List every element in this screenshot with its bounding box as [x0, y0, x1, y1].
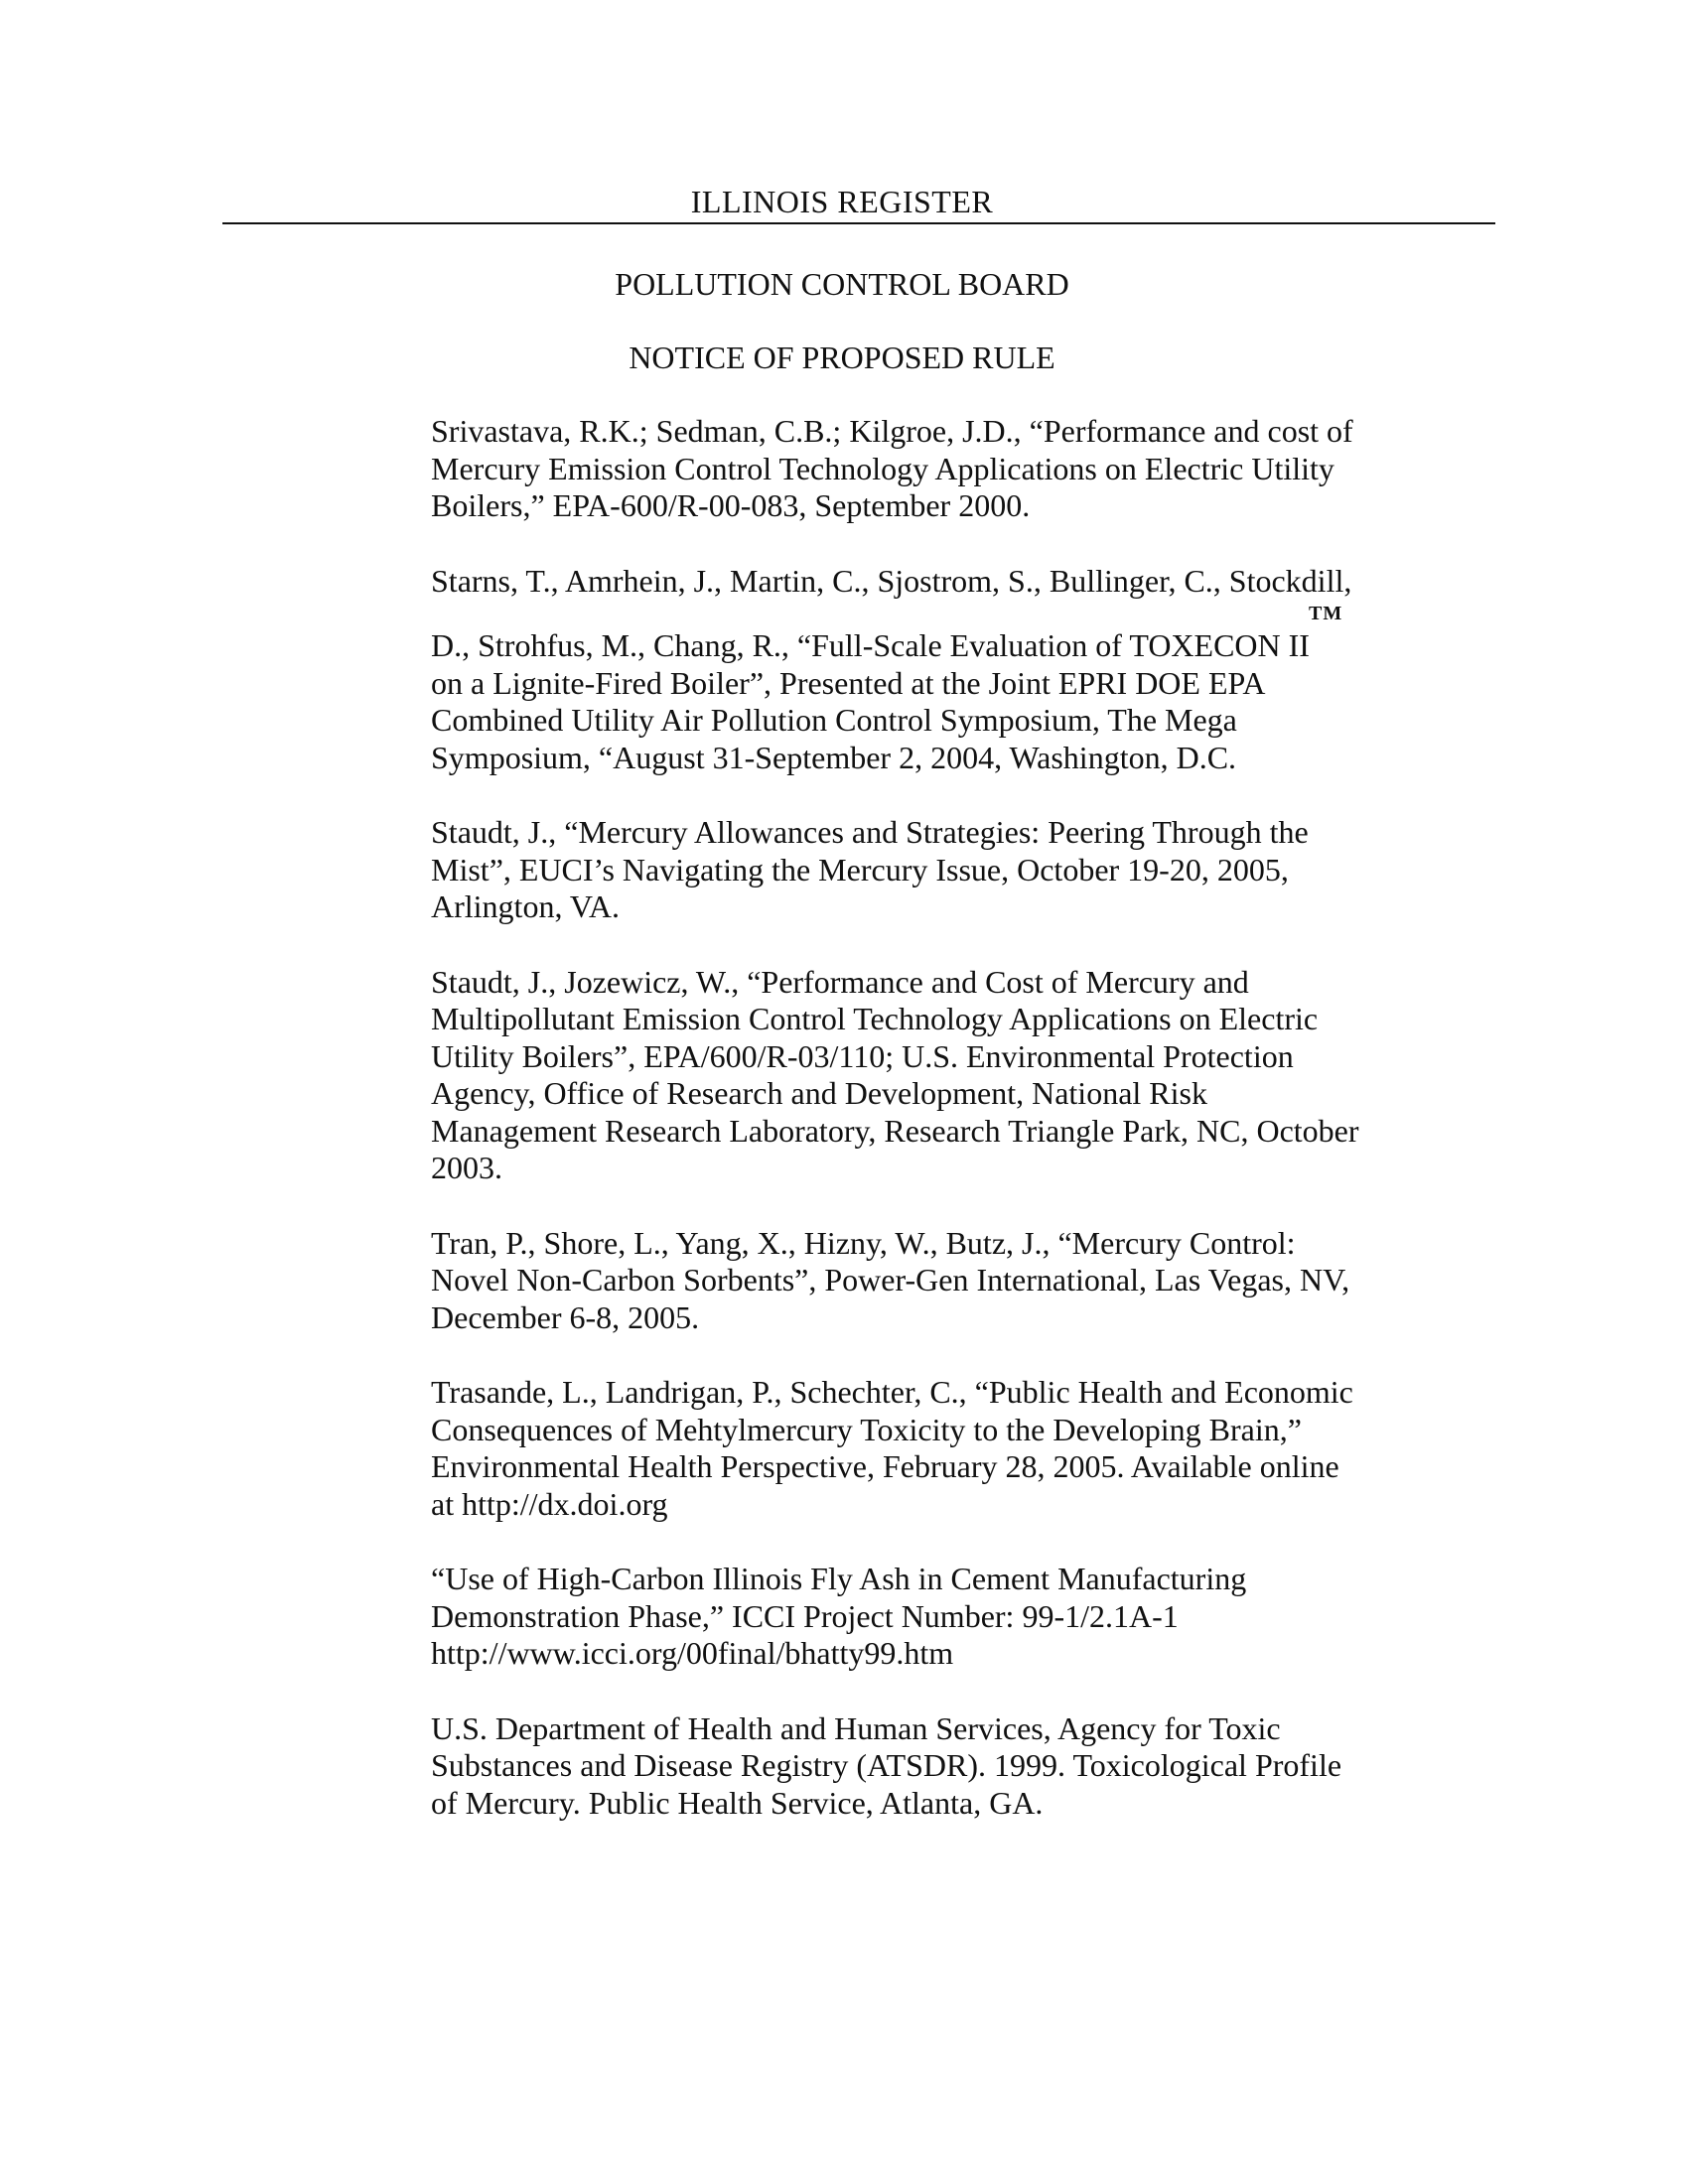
reference-line: “Use of High-Carbon Illinois Fly Ash in Cement Manufacturing — [431, 1561, 1247, 1596]
reference-line: Management Research Laboratory, Research Triangle Park, NC, October — [431, 1112, 1359, 1149]
reference-tran — [431, 1225, 1394, 1337]
reference-starns — [431, 563, 1394, 777]
reference-line: at http://dx.doi.org — [431, 1485, 668, 1522]
reference-line: Tran, P., Shore, L., Yang, X., Hizny, W., Butz, J., “Mercury Control: — [431, 1224, 1296, 1261]
reference-staudt-jozewicz — [431, 964, 1394, 1187]
register-title: ILLINOIS REGISTER — [690, 184, 994, 219]
reference-line: Staudt, J., Jozewicz, W., “Performance and Cost of Mercury and — [431, 963, 1249, 1000]
reference-line: Trasande, L., Landrigan, P., Schechter, C., “Public Health and Economic — [431, 1374, 1353, 1410]
reference-line: Mercury Emission Control Technology Applications on Electric Utility — [431, 450, 1334, 486]
reference-line: of Mercury. Public Health Service, Atlanta, GA. — [431, 1784, 1044, 1821]
trademark-line — [431, 600, 1394, 627]
reference-line: 2003. — [431, 1150, 502, 1185]
reference-line: Staudt, J., “Mercury Allowances and Strategies: Peering Through the — [431, 814, 1309, 850]
board-title: POLLUTION CONTROL BOARD — [615, 266, 1069, 302]
reference-line: Starns, T., Amrhein, J., Martin, C., Sjostrom, S., Bullinger, C., Stockdill, — [431, 562, 1352, 599]
reference-line: Consequences of Mehtylmercury Toxicity to the Developing Brain,” — [431, 1411, 1302, 1447]
reference-line: http://www.icci.org/00final/bhatty99.htm — [431, 1635, 954, 1671]
reference-line: U.S. Department of Health and Human Services, Agency for Toxic — [431, 1709, 1281, 1746]
reference-line: on a Lignite-Fired Boiler”, Presented at the Joint EPRI DOE EPA — [431, 664, 1266, 701]
reference-line: Combined Utility Air Pollution Control Symposium, The Mega — [431, 702, 1237, 738]
reference-line: Substances and Disease Registry (ATSDR). 1999. Toxicological Profile — [431, 1747, 1342, 1783]
reference-line: Environmental Health Perspective, February 28, 2005. Available online — [431, 1448, 1339, 1484]
notice-title: NOTICE OF PROPOSED RULE — [629, 340, 1055, 375]
reference-line: Utility Boilers”, EPA/600/R-03/110; U.S. Environmental Protection — [431, 1037, 1294, 1074]
reference-line: Arlington, VA. — [431, 888, 620, 924]
reference-line: Agency, Office of Research and Development, National Risk — [431, 1075, 1207, 1111]
reference-list — [431, 413, 1394, 1859]
reference-staudt-allowances — [431, 814, 1394, 926]
reference-line: Novel Non-Carbon Sorbents”, Power-Gen International, Las Vegas, NV, — [431, 1262, 1350, 1297]
reference-line: Boilers,” EPA-600/R-00-083, September 2000. — [431, 487, 1031, 523]
trademark-mark: TM — [1309, 603, 1343, 624]
reference-srivastava — [431, 413, 1394, 525]
reference-line: D., Strohfus, M., Chang, R., “Full-Scale Evaluation of TOXECON II — [431, 627, 1310, 663]
reference-trasande — [431, 1374, 1394, 1523]
reference-fly-ash — [431, 1561, 1394, 1673]
reference-line: Demonstration Phase,” ICCI Project Number: 99-1/2.1A-1 — [431, 1597, 1179, 1634]
reference-line: December 6-8, 2005. — [431, 1298, 700, 1335]
reference-line: Multipollutant Emission Control Technology Applications on Electric — [431, 1001, 1319, 1036]
header-rule — [222, 222, 1495, 224]
reference-atsdr — [431, 1710, 1394, 1823]
reference-line: Srivastava, R.K.; Sedman, C.B.; Kilgroe, J.D., “Performance and cost of — [431, 413, 1353, 449]
reference-line: Mist”, EUCI’s Navigating the Mercury Issue, October 19-20, 2005, — [431, 851, 1289, 887]
reference-line: Symposium, “August 31-September 2, 2004, Washington, D.C. — [431, 739, 1237, 775]
